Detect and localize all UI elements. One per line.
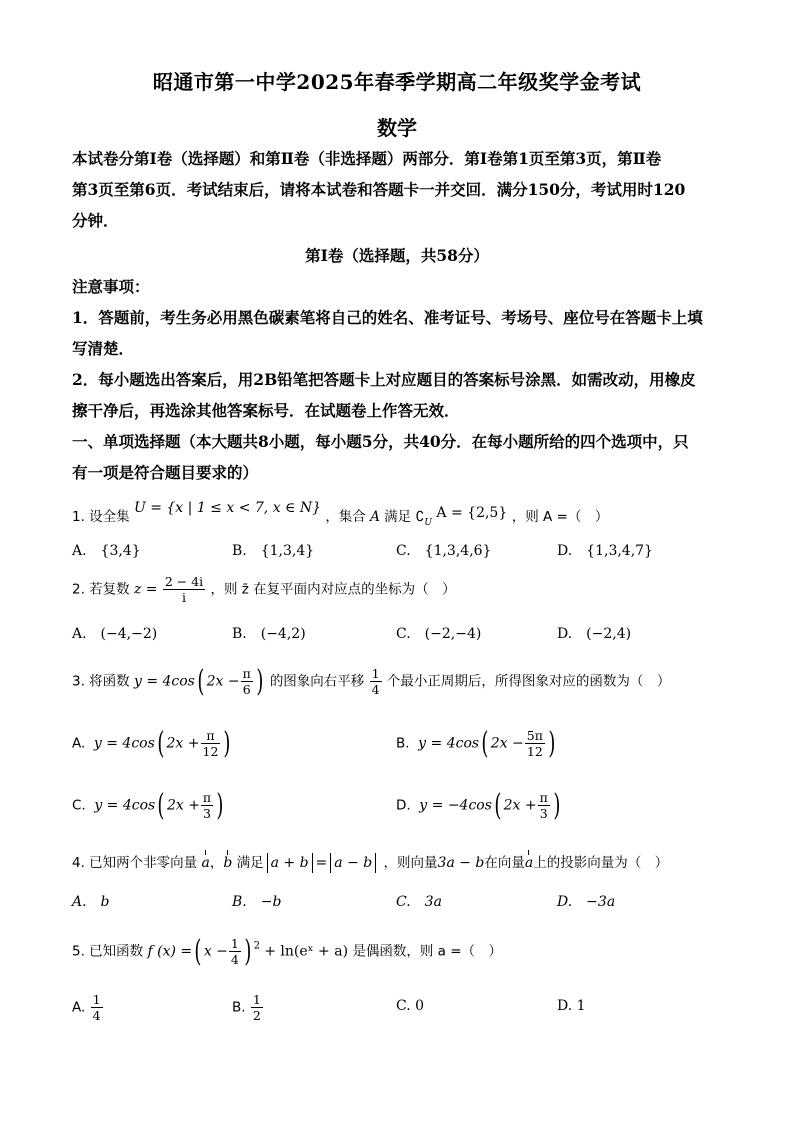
question-5-stem: 5. 已知函数 f (x) =( x − $\frac{1}{4}$ ) $^2$ + ln(eˣ + a) 是偶函数，则 a =（ ） <box>72 933 503 969</box>
notice-item-2-line-2: 擦干净后，再选涂其他答案标号．在试题卷上作答无效． <box>72 401 460 420</box>
q1-option-d: D. {1,3,4,7} <box>557 543 653 559</box>
exam-title: 昭通市第一中学2025年春季学期高二年级奖学金考试 <box>152 70 642 94</box>
notice-block <box>72 271 724 426</box>
q5-rest: + ln(eˣ + a) <box>264 943 349 960</box>
q5-suffix: 是偶函数，则 a =（ ） <box>352 943 503 960</box>
q3-option-c: C. y = 4cos( 2x + $\frac{\pi}{3}$ ) <box>72 787 224 823</box>
q2-option-c: C. (−2,−4) <box>396 626 482 642</box>
q4-vec-b: b <box>223 855 233 871</box>
q2-option-a: A. (−4,−2) <box>72 626 158 642</box>
q4-option-d: D. −3a <box>557 894 616 910</box>
q1-universal-set: U = {x | 1 ≤ x < 7, x ∈ N} <box>133 500 322 516</box>
q3-option-a: A. y = 4cos( 2x + $\frac{\pi}{12}$ ) <box>72 725 231 761</box>
q2-option-b: B. (−4,2) <box>232 626 306 642</box>
part-one-heading <box>72 426 724 488</box>
notice-item-2-line-1: 2．每小题选出答案后，用2B铅笔把答题卡上对应题目的答案标号涂黑．如需改动，用橡皮 <box>72 370 696 389</box>
notice-item-1-line-2: 写清楚． <box>72 339 135 358</box>
q4-cond-left: a + b <box>270 855 309 871</box>
q1-condition: A = {2,5} <box>436 505 508 521</box>
section-title: 第Ⅰ卷（选择题，共58分） <box>305 246 489 265</box>
q3-option-b: B. y = 4cos( 2x − $\frac{5\pi}{12}$ ) <box>396 725 556 761</box>
q5-option-c: C. 0 <box>396 998 425 1014</box>
q2-suffix: ，则 z̄ 在复平面内对应点的坐标为（ ） <box>210 581 456 598</box>
notice-heading: 注意事项： <box>72 277 150 296</box>
q3-func: y = 4cos <box>133 673 195 690</box>
q4-cond-right: a − b <box>334 855 373 871</box>
q1-suffix: ，则 A =（ ） <box>511 509 609 525</box>
q1-option-c: C. {1,3,4,6} <box>396 543 492 559</box>
q4-vec-a: a <box>201 855 210 871</box>
q1-mid-2: 满足 <box>384 509 412 525</box>
notice-item-1-line-1: 1．答题前，考生务必用黑色碳素笔将自己的姓名、准考证号、考场号、座位号在答题卡上填 <box>72 308 703 327</box>
part-one-line-1: 一、单项选择题（本大题共8小题，每小题5分，共40分．在每小题所给的四个选项中，只 <box>72 432 689 451</box>
q5-quarter: $\frac{1}{4}$ <box>230 936 239 967</box>
q3-mid: 的图象向右平移 <box>269 673 365 690</box>
q1-prefix: 1. 设全集 <box>72 509 130 525</box>
q4-prefix: 4. 已知两个非零向量 <box>72 855 198 871</box>
question-2-stem <box>72 574 456 605</box>
question-1-stem <box>72 500 609 528</box>
q2-prefix: 2. 若复数 <box>72 581 130 598</box>
q1-mid: ，集合 <box>325 509 366 525</box>
q4-option-b: B. −b <box>232 894 282 910</box>
intro-line-3: 分钟． <box>72 211 119 230</box>
q1-option-b: B. {1,3,4} <box>232 543 315 559</box>
q1-option-a: A. {3,4} <box>72 543 141 559</box>
q3-suffix: 个最小正周期后，所得图象对应的函数为（ ） <box>386 673 671 690</box>
q2-lhs: z = <box>133 581 158 598</box>
q4-vector-expr: 3a − b <box>437 855 485 871</box>
q3-option-d: D. y = −4cos( 2x + $\frac{\pi}{3}$ ) <box>396 787 561 823</box>
question-3-stem: 3. 将函数 y = 4cos( 2x − $\frac{\pi}{6}$ ) 的图象向右平移 $\frac{1}{4}$ 个最小正周期后，所得图象对应的函数为（ ） <box>72 663 671 699</box>
q3-quarter: $\frac{1}{4}$ <box>371 666 380 697</box>
q5-exponent: 2 <box>253 940 260 952</box>
intro-line-2: 第3页至第6页．考试结束后，请将本试卷和答题卡一并交回．满分150分，考试用时120 <box>72 180 686 199</box>
q5-option-b: B. $\frac{1}{2}$ <box>232 992 261 1023</box>
exam-subject: 数学 <box>377 116 417 140</box>
q1-complement-condition <box>415 505 511 528</box>
part-one-line-2: 有一项是符合题目要求的） <box>72 463 259 482</box>
q4-option-a: A. b <box>72 894 110 910</box>
intro-line-1: 本试卷分第Ⅰ卷（选择题）和第Ⅱ卷（非选择题）两部分．第Ⅰ卷第1页至第3页，第Ⅱ卷 <box>72 149 662 168</box>
q1-var-a: A <box>370 509 380 525</box>
q4-option-c: C. 3a <box>396 894 442 910</box>
q2-fraction: $\frac{2 - 4i}{i}$ <box>164 574 204 605</box>
q5-option-a: A. $\frac{1}{4}$ <box>72 992 101 1023</box>
q1-sub-u: U <box>424 517 432 528</box>
q3-pi-over-6: $\frac{\pi}{6}$ <box>242 666 251 697</box>
q2-option-d: D. (−2,4) <box>557 626 632 642</box>
question-4-stem: 4. 已知两个非零向量 a，b 满足 a + b = a − b ，则向量3a − b在向量a上的投影向量为（ ） <box>72 855 669 871</box>
complement-symbol: ∁ <box>415 509 425 525</box>
q3-prefix: 3. 将函数 <box>72 673 130 690</box>
q5-prefix: 5. 已知函数 <box>72 943 144 960</box>
q5-lhs: f (x) = <box>147 943 193 960</box>
intro-paragraph <box>72 143 724 236</box>
q5-option-d: D. 1 <box>557 998 586 1014</box>
